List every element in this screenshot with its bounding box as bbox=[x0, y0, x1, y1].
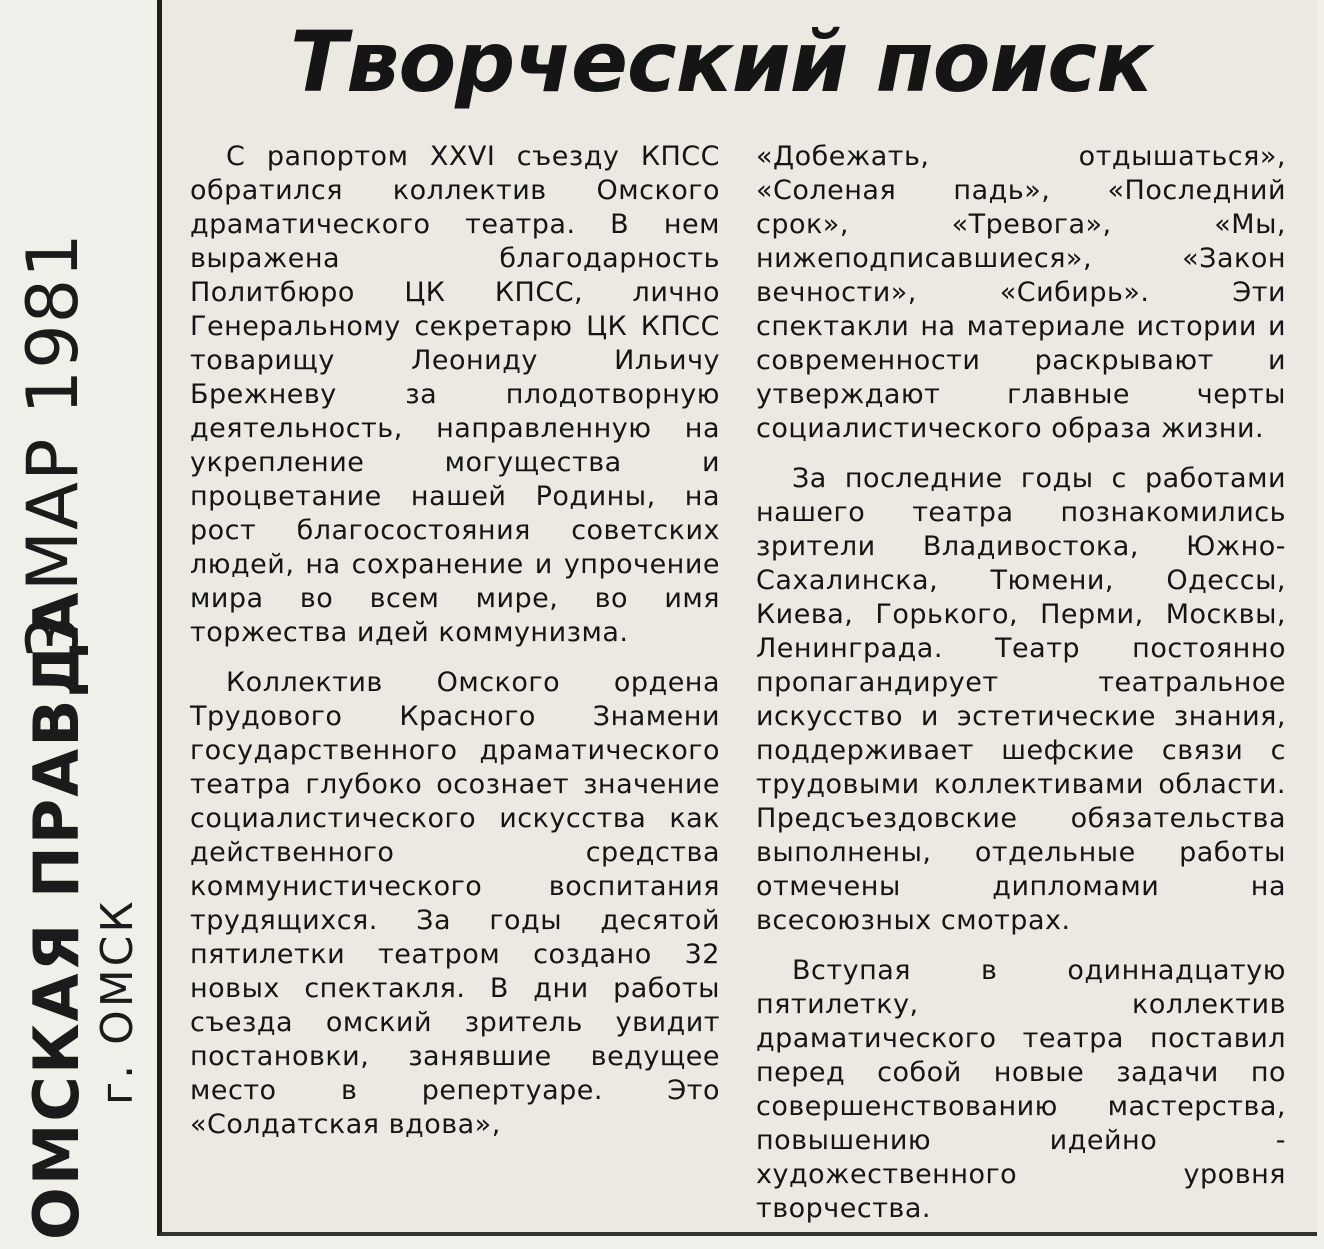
newspaper-stamp bbox=[0, 0, 150, 1249]
article-title: Творческий поиск bbox=[290, 13, 1153, 111]
stamp-city: г. ОМСК bbox=[92, 898, 143, 1105]
article-paragraph: Вступая в одиннадцатую пятилетку, коллектив драматического театра поставил перед собой новые задачи по совершенствованию мастерства, повышению идейно - художественного уровня творчества. bbox=[756, 955, 1286, 1224]
article-paragraph: Коллектив Омского ордена Трудового Красного Знамени государственного драматического театра глубоко осознает значение социалистического искусства как действенного средства коммунистического воспитания трудящихся. За годы десятой пятилетки театром создано 32 новых спектакля. В дни работы съезда омский зритель увидит постановки, занявшие ведущее место в репертуаре. Это «Солдатская вдова», bbox=[190, 667, 720, 1140]
article-paragraph: С рапортом XXVI съезду КПСС обратился коллектив Омского драматического театра. В нем выражена благодарность Политбюро ЦК КПСС, лично Генеральному секретарю ЦК КПСС товарищу Леониду Ильичу Брежневу за плодотворную деятельность, направленную на укрепление могущества и процветание нашей Родины, на рост благосостояния советских людей, на сохранение и упрочение мира во всем мире, во имя торжества идей коммунизма. bbox=[190, 141, 720, 648]
stamp-date: 3 МАР 1981 bbox=[12, 232, 94, 660]
article-paragraph: За последние годы с работами нашего театра познакомились зрители Владивостока, Южно-Сахалинска, Тюмени, Одессы, Киева, Горького, Перми, Москвы, Ленинграда. Театр постоянно пропагандирует театральное искусство и эстетические знания, поддерживает шефские связи с трудовыми коллективами области. Предсъездовские обязательства выполнены, отдельные работы отмечены дипломами на всесоюзных смотрах. bbox=[756, 463, 1286, 936]
article-column-right bbox=[756, 140, 1286, 1242]
stamp-newspaper-name: ОМСКАЯ ПРАВДА bbox=[20, 590, 93, 1240]
article-column-left bbox=[190, 140, 720, 1158]
article-paragraph: «Добежать, отдышаться», «Соленая падь», «Последний срок», «Тревога», «Мы, нижеподписавшиеся», «Закон вечности», «Сибирь». Эти спектакли на материале истории и современности раскрывают и утверждают главные черты социалистического образа жизни. bbox=[756, 141, 1286, 444]
